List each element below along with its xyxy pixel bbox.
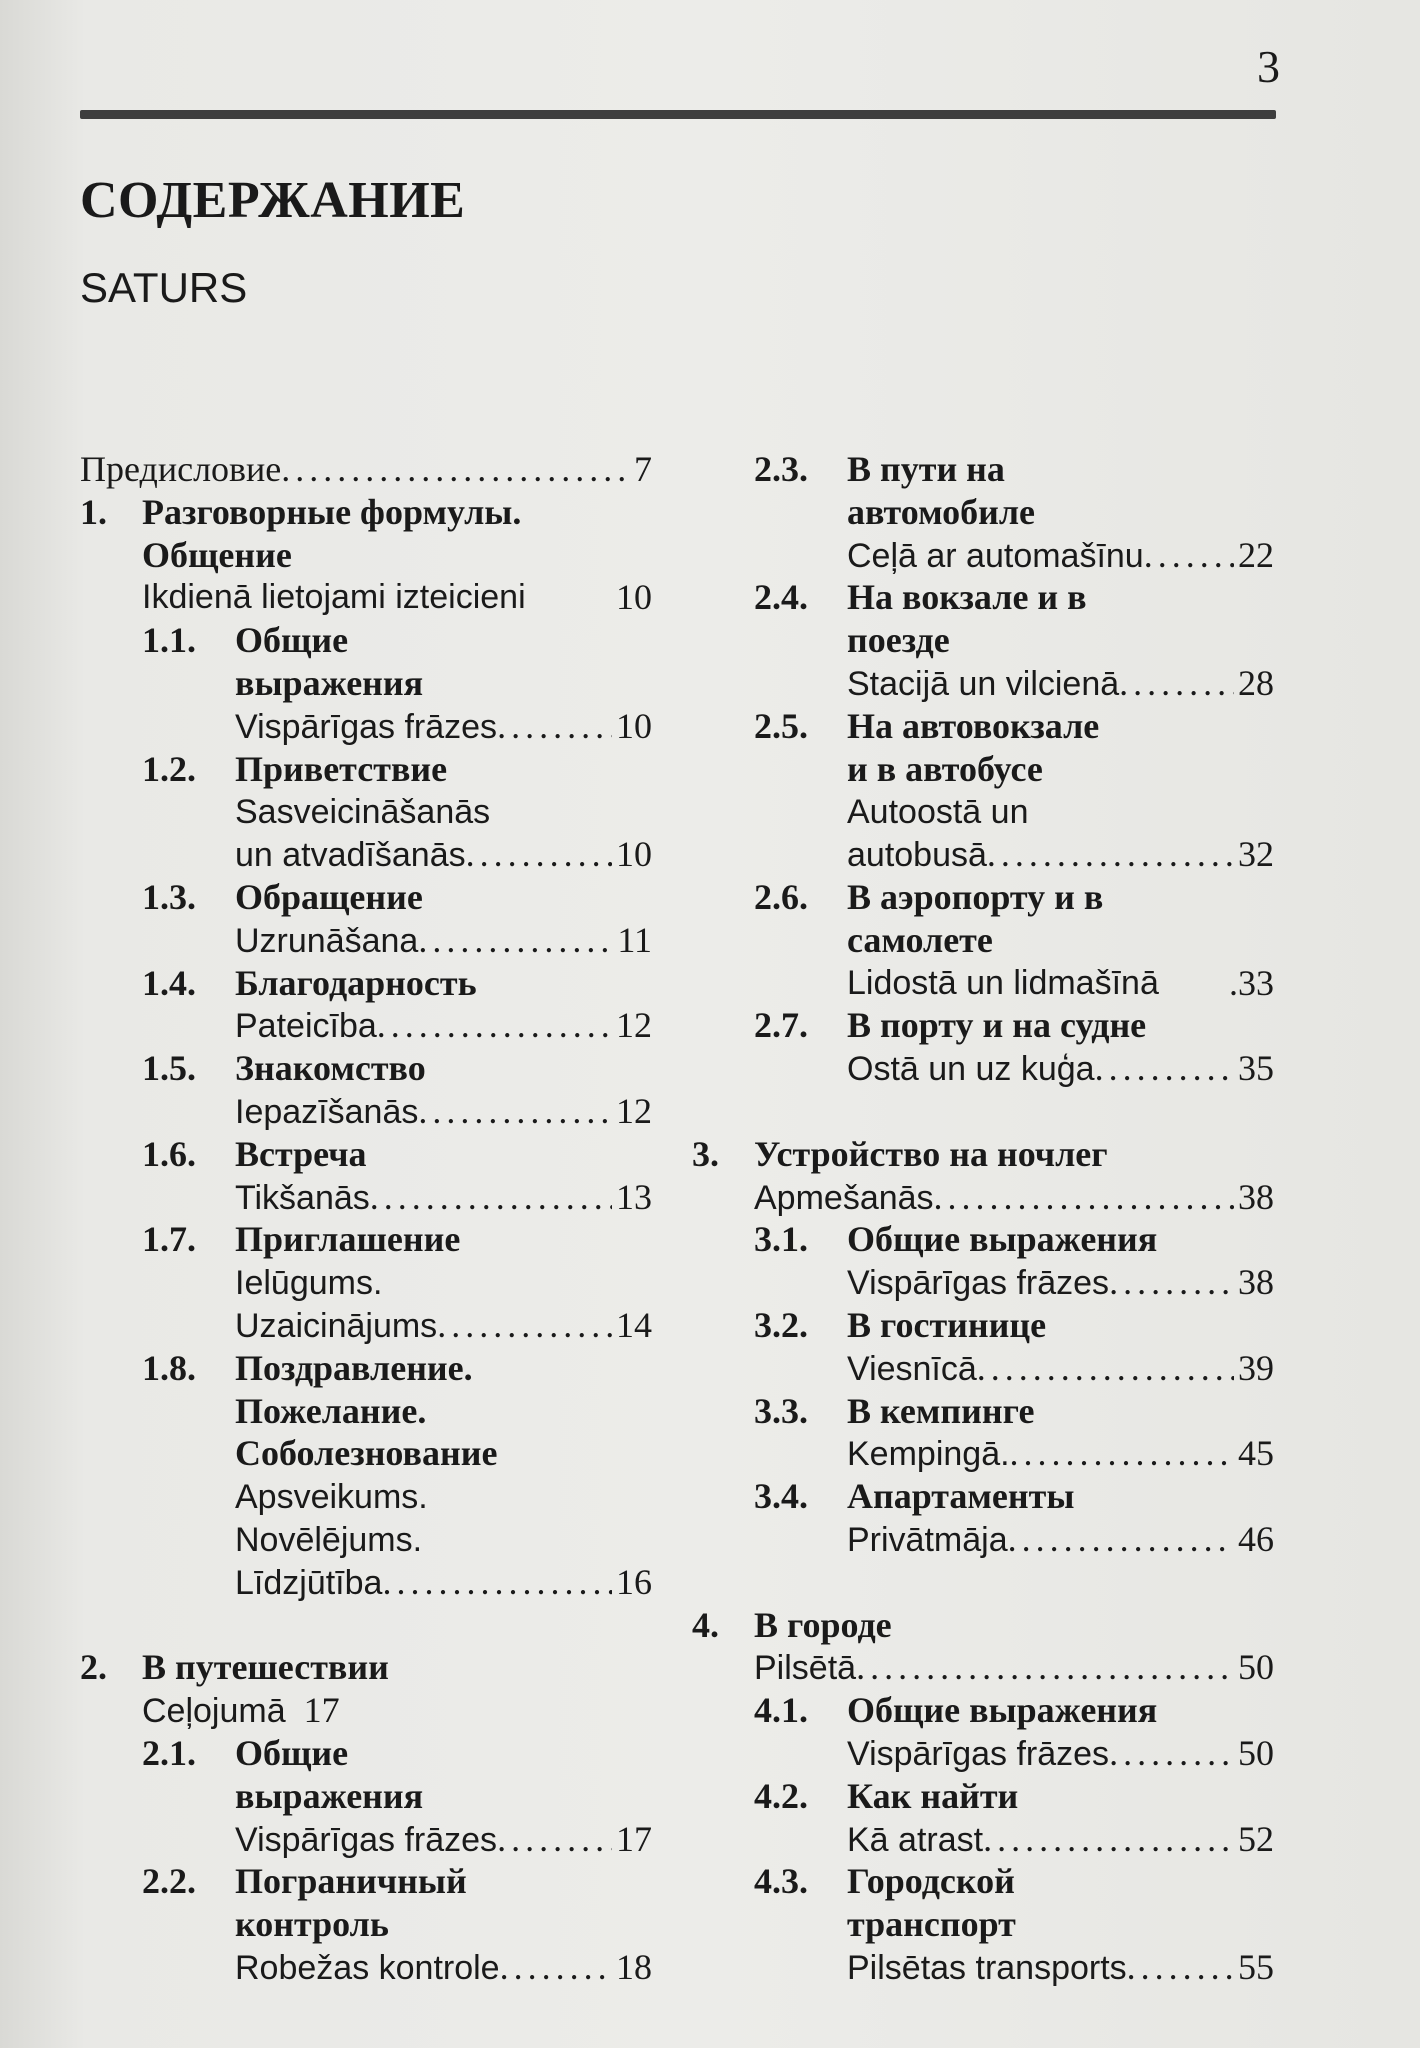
toc-entry-3-4: 3.4. Апартаменты [754,1476,1075,1517]
toc-entry-2-4-lv: Stacijā un vilcienā . . . 28 [692,662,1274,705]
toc-entry-2-6: 2.6. В аэропорту и в [754,876,1104,917]
toc-entry-4: 4. В городе [692,1604,892,1645]
toc-entry-2: 2. В путешествии [80,1647,389,1688]
toc-entry-2-1: 2.1. Общие [142,1732,349,1773]
toc-entry-preface: Предисловие . . . 7 [80,448,652,491]
toc-entry-3-1-lv: Vispārīgas frāzes . . . 38 [692,1261,1274,1304]
toc-entry-2-5-lv1: Autoostā un [847,793,1029,832]
header-rule [80,110,1276,119]
toc-entry-1-title-cont: Общение [142,534,292,575]
toc-entry-3-lv: Apmešanās . . . 38 [692,1176,1274,1219]
toc-entry-1-8-lv2: Novēlējums. [235,1520,423,1559]
toc-entry-1-3: 1.3. Обращение [142,876,423,917]
toc-entry-2-1-cont: выражения [235,1775,424,1816]
toc-entry-4-3-cont: транспорт [847,1904,1016,1945]
page-title: СОДЕРЖАНИЕ [80,172,466,229]
toc-entry-1-2-lv2: un atvadīšanās . . . 10 [80,833,652,876]
toc-entry-1-5: 1.5. Знакомство [142,1048,426,1089]
toc-entry-2-5-cont: и в автобусе [847,748,1043,789]
toc-entry-2-6-cont: самолете [847,919,993,960]
toc-entry-3: 3. Устройство на ночлег [692,1133,1108,1174]
toc-entry-1-lv: Ikdienā lietojami izteicieni 10 [142,577,652,618]
toc-left-column [80,448,652,1989]
toc-entry-2-2-cont: контроль [235,1904,389,1945]
toc-entry-3-2: 3.2. В гостинице [754,1304,1047,1345]
toc-entry-1-8: 1.8. Поздравление. [142,1347,473,1388]
toc-entry-1-7-lv2: Uzaicinājums . . . 14 [80,1304,652,1347]
toc-entry-2-7: 2.7. В порту и на судне [754,1005,1147,1046]
toc-entry-4-lv: Pilsētā . . . 50 [692,1646,1274,1689]
toc-entry-2-4: 2.4. На вокзале и в [754,577,1087,618]
toc-entry-1: 1. Разговорные формулы. [80,491,522,532]
toc-entry-1-7-lv1: Ielūgums. [235,1264,383,1303]
toc-entry-1-8-lv1: Apsveikums. [235,1478,428,1517]
toc-entry-1-1-cont: выражения [235,662,424,703]
toc-entry-2-2: 2.2. Пограничный [142,1861,467,1902]
toc-entry-3-1: 3.1. Общие выражения [754,1219,1158,1260]
toc-entry-3-3-lv: Kempingā. . . . 45 [692,1432,1274,1475]
toc-entry-2-5-lv2: autobusā . . . 32 [692,833,1274,876]
toc-entry-2-3-cont: автомобиле [847,491,1036,532]
page-subtitle: SATURS [80,264,248,311]
toc-entry-2-1-lv: Vispārīgas frāzes . . . 17 [80,1818,652,1861]
toc-entry-2-6-lv: Lidostā un lidmašīnā .33 [847,962,1274,1003]
toc-entry-2-3: 2.3. В пути на [754,449,1005,489]
toc-entry-1-8-lv3: Līdzjūtība . . . 16 [80,1561,652,1604]
toc-entry-4-2: 4.2. Как найти [754,1775,1019,1816]
toc-entry-3-4-lv: Privātmāja . . . 46 [692,1518,1274,1561]
toc-entry-4-1-lv: Vispārīgas frāzes . . . 50 [692,1732,1274,1775]
toc-entry-2-5: 2.5. На автовокзале [754,705,1100,746]
page-number: 3 [1257,41,1280,92]
toc-gap [692,1090,1274,1133]
toc-entry-3-2-lv: Viesnīcā . . . 39 [692,1347,1274,1390]
toc-entry-2-7-lv: Ostā un uz kuģa . . . 35 [692,1047,1274,1090]
toc-entry-1-4-lv: Pateicība . . . 12 [80,1004,652,1047]
toc-entry-3-3: 3.3. В кемпинге [754,1390,1035,1431]
toc-entry-1-3-lv: Uzrunāšana . . . 11 [80,919,652,962]
toc-entry-1-8-cont1: Пожелание. [235,1390,427,1431]
toc-entry-1-2-lv1: Sasveicināšanās [235,793,491,832]
toc-entry-2-3-lv: Ceļā ar automašīnu . . . 22 [692,534,1274,577]
toc-entry-1-2: 1.2. Приветствие [142,748,448,789]
toc-entry-4-1: 4.1. Общие выражения [754,1690,1158,1731]
toc-entry-2-2-lv: Robežas kontrole . . . 18 [80,1946,652,1989]
toc-gap [80,1604,652,1647]
toc-entry-2-lv: Ceļojumā 17 [142,1690,340,1731]
toc-entry-1-1-lv: Vispārīgas frāzes . . . 10 [80,705,652,748]
toc-entry-1-7: 1.7. Приглашение [142,1219,461,1260]
toc-entry-1-5-lv: Iepazīšanās . . . 12 [80,1090,652,1133]
toc-entry-1-8-cont2: Соболезнование [235,1433,498,1474]
toc-entry-4-3-lv: Pilsētas transports . . . 55 [692,1946,1274,1989]
toc-gap [692,1561,1274,1604]
toc-entry-4-3: 4.3. Городской [754,1861,1015,1902]
toc-right-column [692,448,1274,1989]
toc-entry-2-4-cont: поезде [847,620,950,661]
toc-entry-4-2-lv: Kā atrast . . . 52 [692,1818,1274,1861]
toc-entry-1-1: 1.1. Общие [142,620,349,661]
toc-entry-1-4: 1.4. Благодарность [142,962,477,1003]
toc-entry-1-6: 1.6. Встреча [142,1133,367,1174]
toc-entry-1-6-lv: Tikšanās . . . 13 [80,1176,652,1219]
